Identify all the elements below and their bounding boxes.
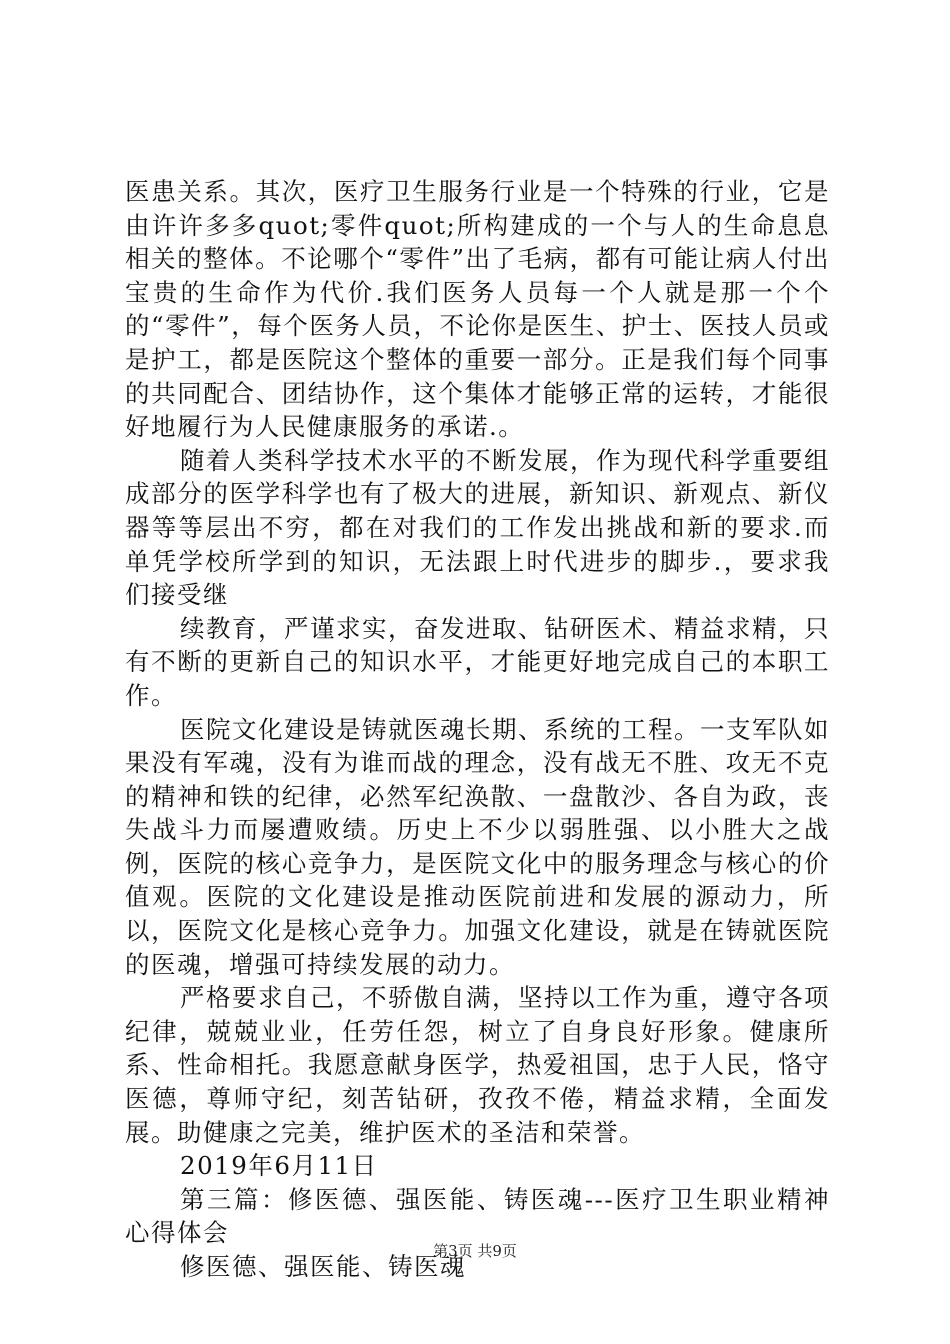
section-subtitle: 修医德、强医能、铸医魂 [180, 1252, 466, 1281]
paragraph-2: 随着人类科学技术水平的不断发展，作为现代科学重要组成部分的医学科学也有了极大的进展，新知识、新观点、新仪器等等层出不穷，都在对我们的工作发出挑战和新的要求.而单凭学校所学到的知识，无法跟上时代进步的脚步.，要求我们接受继 [125, 445, 830, 610]
section-heading: 第三篇：修医德、强医能、铸医魂---医疗卫生职业精神心得体会 [125, 1184, 830, 1248]
paragraph-1: 医患关系。其次，医疗卫生服务行业是一个特殊的行业，它是由许许多多quot;零件quot;所构建成的一个与人的生命息息相关的整体。不论哪个“零件”出了毛病，都有可能让病人付出宝贵的生命作为代价.我们医务人员每一个人就是那一个个的“零件”，每个医务人员，不论你是医生、护士、医技人员或是护工，都是医院这个整体的重要一部分。正是我们每个同事的共同配合、团结协作，这个集体才能够正常的运转，才能很好地履行为人民健康服务的承诺.。 [125, 177, 830, 442]
date-line: 2019年6月11日 [180, 1151, 378, 1181]
body-text [125, 175, 830, 1284]
page-number-footer: 第3页 共9页 [433, 1242, 517, 1260]
paragraph-3: 续教育，严谨求实，奋发进取、钻研医术、精益求精，只有不断的更新自己的知识水平，才能更好地完成自己的本职工作。 [125, 613, 830, 710]
paragraph-5: 严格要求自己，不骄傲自满，坚持以工作为重，遵守各项纪律，兢兢业业，任劳任怨，树立了自身良好形象。健康所系、性命相托。我愿意献身医学，热爱祖国，忠于人民，恪守医德，尊师守纪，刻苦钻研，孜孜不倦，精益求精，全面发展。助健康之完美，维护医术的圣洁和荣誉。 [125, 983, 830, 1147]
paragraph-4: 医院文化建设是铸就医魂长期、系统的工程。一支军队如果没有军魂，没有为谁而战的理念，没有战无不胜、攻无不克的精神和铁的纪律，必然军纪涣散、一盘散沙、各自为政，丧失战斗力而屡遭败绩。历史上不少以弱胜强、以小胜大之战例，医院的核心竞争力，是医院文化中的服务理念与核心的价值观。医院的文化建设是推动医院前进和发展的源动力，所以，医院文化是核心竞争力。加强文化建设，就是在铸就医院的医魂，增强可持续发展的动力。 [125, 714, 830, 979]
